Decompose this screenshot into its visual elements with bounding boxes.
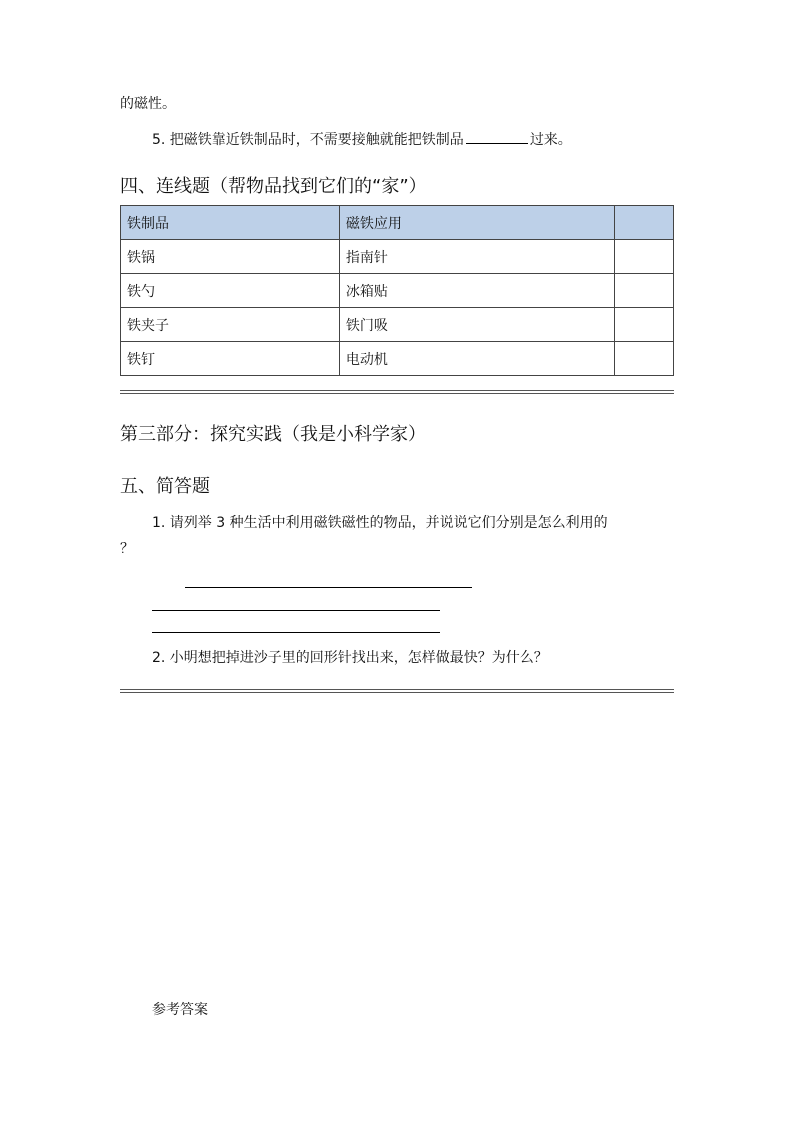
table-header: 铁制品 (121, 206, 340, 240)
question-1-line-2: ？ (120, 541, 134, 557)
table-cell: 铁夹子 (121, 308, 340, 342)
section-4-title: 四、连线题（帮物品找到它们的“家”） (120, 176, 427, 197)
table-cell: 冰箱贴 (339, 274, 614, 308)
question-1-line-1: 1. 请列举 3 种生活中利用磁铁磁性的物品，并说说它们分别是怎么利用的 (152, 515, 608, 531)
table-cell (614, 342, 673, 376)
section-divider (120, 390, 674, 394)
table-cell (614, 240, 673, 274)
answer-line[interactable] (185, 587, 472, 588)
table-cell: 铁锅 (121, 240, 340, 274)
question-5-before: 5. 把磁铁靠近铁制品时，不需要接触就能把铁制品 (152, 132, 464, 148)
table-cell: 指南针 (339, 240, 614, 274)
table-row (121, 342, 674, 376)
question-5-after: 过来。 (529, 132, 572, 148)
table-cell (614, 274, 673, 308)
table-cell: 电动机 (339, 342, 614, 376)
section-5-title: 五、简答题 (120, 476, 210, 497)
table-row (121, 274, 674, 308)
table-row (121, 240, 674, 274)
answer-blank[interactable] (466, 129, 528, 144)
question-5 (152, 129, 572, 150)
table-cell: 铁钉 (121, 342, 340, 376)
answers-label: 参考答案 (152, 1002, 208, 1018)
part-3-title: 第三部分：探究实践（我是小科学家） (120, 424, 426, 445)
answer-line[interactable] (152, 610, 440, 611)
answer-line[interactable] (152, 632, 440, 633)
continued-text: 的磁性。 (120, 96, 176, 112)
table-cell: 铁门吸 (339, 308, 614, 342)
table-cell (614, 308, 673, 342)
question-2: 2. 小明想把掉进沙子里的回形针找出来，怎样做最快？为什么？ (152, 650, 548, 666)
table-row (121, 308, 674, 342)
matching-table (120, 205, 674, 376)
table-header: 磁铁应用 (339, 206, 614, 240)
section-divider (120, 689, 674, 693)
table-header-row (121, 206, 674, 240)
table-header (614, 206, 673, 240)
table-cell: 铁勺 (121, 274, 340, 308)
